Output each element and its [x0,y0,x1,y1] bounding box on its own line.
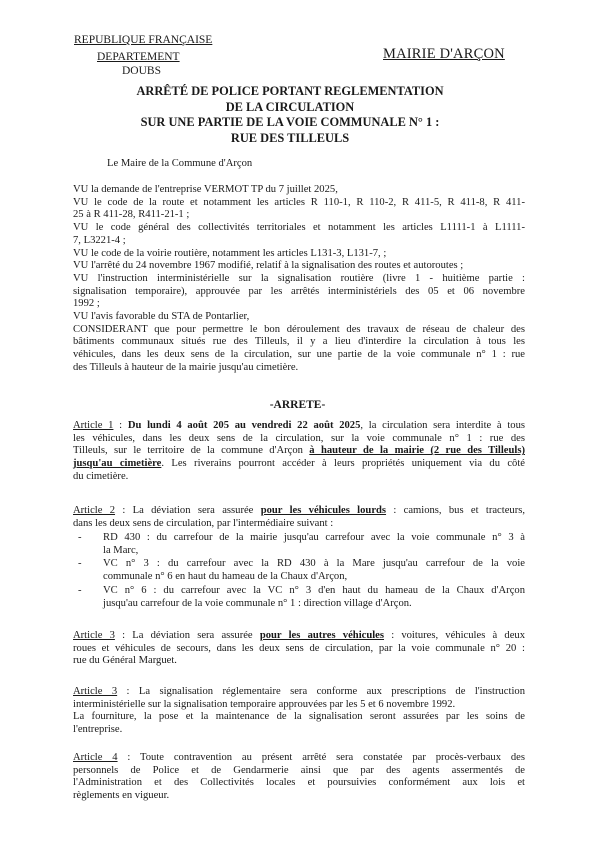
list-item: VC n° 3 : du carrefour avec la RD 430 à la Mare jusqu'au carrefour de la voie communale n° 6 en haut du hameau de la Chaux d'Arçon, [103,558,525,582]
vu-line: VU l'instruction interministérielle sur la signalisation routière (livre 1 - huitième partie : [73,272,525,284]
title-line: SUR UNE PARTIE DE LA VOIE COMMUNALE N° 1 : [140,115,440,129]
intro-line: Le Maire de la Commune d'Arçon [107,158,253,169]
article-3: Article 3 : La déviation sera assurée pour les autres véhicules : voitures, véhicules à deux roues et véhicules de secours, dans les deux sens de circulation, par la voie communale n° 20 : rue du Général Marguet. [73,630,525,667]
vu-line: VU le code général des collectivités territoriales et notamment les articles L1111-1 à L1111- [73,222,525,234]
document-title [60,84,520,146]
arrete-heading: -ARRETE- [269,399,326,411]
considerant-line: CONSIDERANT que pour permettre le bon déroulement des travaux de réseau de chaleur des [73,323,525,335]
article-label: Article 3 [73,686,118,697]
vu-line: 1992 ; [73,298,100,310]
vu-line: VU l'avis favorable du STA de Pontarlier, [73,311,250,323]
vu-line: signalisation temporaire), approuvée par les arrêtés interministériels des 05 et 06 novembre [73,285,525,297]
list-bullet: - [78,558,82,569]
list-bullet: - [78,585,82,596]
article-dates: Du lundi 4 août 205 au vendredi 22 août 2025 [127,420,361,431]
article-2: Article 2 : La déviation sera assurée pour les véhicules lourds : camions, bus et tracteurs, dans les deux sens de circulation, par l'intermédiaire suivant : [73,505,525,529]
vu-line: 25 à R 411-28, R411-21-1 ; [73,209,190,221]
list-bullet: - [78,532,82,543]
title-line: RUE DES TILLEULS [230,130,350,145]
vu-line: VU la demande de l'entreprise VERMOT TP du 7 juillet 2025, [73,184,338,195]
list-item: VC n° 6 : du carrefour avec la VC n° 3 d'en haut du hameau de la Chaux d'Arçon jusqu'au carrefour de la voie communale n° 1 : direction village d'Arçon. [103,585,525,609]
vu-block [73,184,525,375]
republic-label: REPUBLIQUE FRANÇAISE [74,34,213,46]
considerant-line: des Tilleuls à hauteur de la mairie jusqu'au cimetière. [73,361,299,373]
mairie-title: MAIRIE D'ARÇON [383,46,505,62]
article-label: Article 2 [73,505,116,516]
title-line: ARRÊTÉ DE POLICE PORTANT REGLEMENTATION [136,84,444,98]
article-label: Article 3 [73,630,115,641]
vu-line: VU le code de la voirie routière, notamment les articles L131-3, L131-7, ; [73,247,387,259]
article-1: Article 1 : Du lundi 4 août 205 au vendredi 22 août 2025, la circulation sera interdite à tous les véhicules, dans les deux sens de la circulation, sur la voie communale n° 1 : rue des Tilleuls, sur le territoire de la commune d'Arçon à hauteur de la mairie (2 rue des Tilleuls) jusqu'au cimetière. Les riverains pourront accéder à leurs propriétés uniquement via du côté du cimetière. [73,420,526,482]
department-label: DEPARTEMENT [97,51,180,63]
article-4: Article 4 : Toute contravention au présent arrêté sera constatée par procès-verbaux des personnels de Police et de Gendarmerie ainsi que par des agents assermentés de l'Administration et des Collectivités locales et poursuivies conformément aux lois et règlements en vigueur. [73,752,525,802]
location-highlight: jusqu'au cimetière [73,458,162,470]
list-item: RD 430 : du carrefour de la mairie jusqu'au carrefour avec la voie communale n° 3 à la Marc, [103,532,525,556]
location-highlight: à hauteur de la mairie (2 rue des Tilleuls) [309,445,525,457]
title-line: DE LA CIRCULATION [225,99,355,114]
vu-line: VU le code de la route et notamment les articles R 110-1, R 110-2, R 411-5, R 411-8, R 411- [73,196,525,208]
article-label: Article 4 [73,752,118,763]
considerant-line: bâtiments communaux situés rue des Tilleuls, il y a lieu d'interdire la circulation à tous les [73,336,525,348]
vu-line: VU l'arrêté du 24 novembre 1967 modifié, relatif à la signalisation des routes et autoroutes ; [73,260,464,272]
article-label: Article 1 [73,420,114,431]
vu-line: 7, L3221-4 ; [73,234,126,246]
department-name: DOUBS [122,65,161,77]
considerant-line: véhicules, dans les deux sens de la circulation, sur une partie de la voie communale n° 1 : rue [73,349,525,361]
article-3-signalisation: Article 3 : La signalisation réglementaire sera conforme aux prescriptions de l'instruction interministérielle sur la signalisation temporaire approuvées par les 5 et 6 novembre 1992. La fourniture, la pose et la maintenance de la signalisation seront assurées par les soins de l'entreprise. [73,686,525,736]
